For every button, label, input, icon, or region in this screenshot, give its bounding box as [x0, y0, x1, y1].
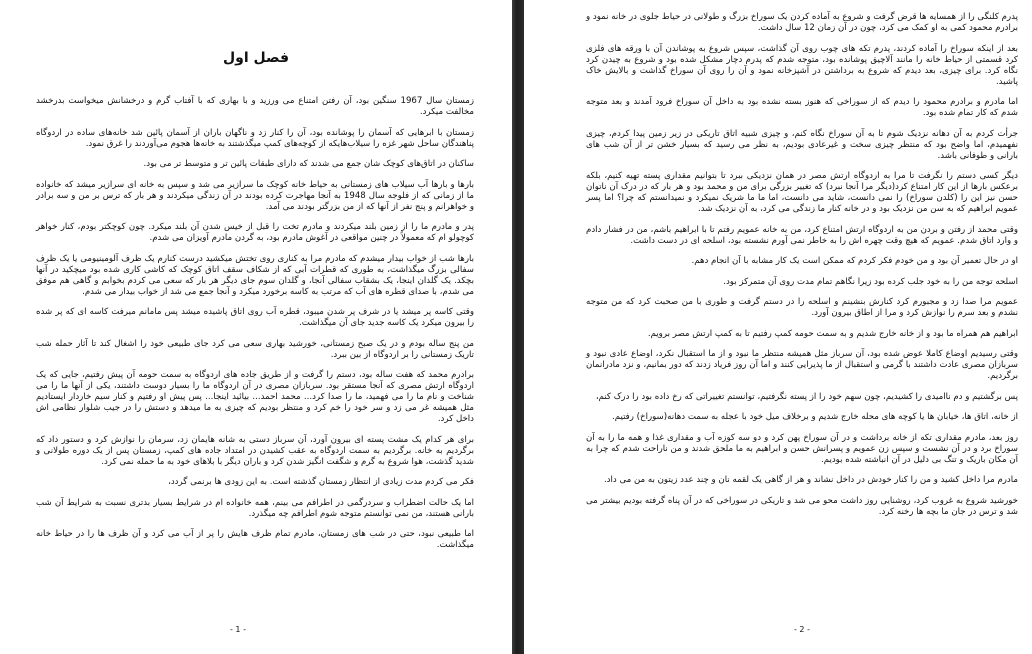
paragraph: پدر و مادرم ما را از زمین بلند میکردند و مادرم تخت را قبل از خیس شدن آن بلند میکرد. چون کوچکتر بودم، کنار خواهر کوچولو ام که معمولاً در چنین مواقعی در آغوش مادرم بود، به گردن مادرم آویزان می شدم. [36, 222, 474, 243]
paragraph: زمستان با ابرهایی که آسمان را پوشانده بود، آن را کنار زد و ناگهان باران از آسمان پائین شد خانه‌های ساده در اردوگاه پناهندگان ساحل شهر غزه را سیلاب‌هایکه از کوچه‌های کمپ میگذشتند به خانه‌ها هجوم می‌آوردند را غرق نمود. [36, 127, 474, 149]
paragraph: خورشید شروع به غروب کرد، روشنایی روز داشت محو می شد و تاریکی در سوراخی که در آن پناه گرفته بودیم بیشتر می شد و ترس در جان ما بچه ها رخنه کرد. [586, 495, 1018, 517]
paragraph: اما طبیعی نبود، حتی در شب های زمستان، مادرم تمام ظرف هایش را پر از آب می کرد و آن ظرف ها را در حیاط خانه میگذاشت. [36, 529, 474, 550]
paragraph: اما مادرم و برادرم محمود را دیدم که از سوراخی که هنوز بسته نشده بود به داخل آن سوراخ فرود آمدند و بعد متوجه شدم که کار تمام شده بود. [586, 97, 1018, 118]
paragraph: او در حال تعمیر آن بود و من خودم فکر کردم که ممکن است یک کار مشابه با آن انجام دهم. [691, 256, 1018, 266]
page-number: - 2 - [794, 625, 810, 634]
paragraph: من پنج ساله بودم و در یک صبح زمستانی، خورشید بهاری سعی می کرد جای طبیعی خود را اشغال کند تا آثار حمله شب تاریک زمستانی را بر اردوگاه از بین ببرد. [36, 338, 474, 360]
page-right-body [586, 12, 1018, 527]
paragraph: بعد از اینکه سوراخ را آماده کردند، پدرم تکه های چوب روی آن گذاشت، سپس شروع به پوشاندن آن با ورقه های فلزی کرد قسمتی از حیاط خانه را مانند آلاچیق پوشانده بود، متوجه شدم که پدرم دچار مشکل شده بود و شروع به چیدن کرد نگاه کرد. برای چیزی، بعد دیدم که شروع به برداشتن در آشپزخانه نمود و آن را روی آن سوراخ گذاشت و بالایش خاک پاشید. [586, 43, 1018, 87]
paragraph: دیگر کسی دستم را نگرفت تا مرا به اردوگاه ارتش مصر در همان نزدیکی ببرد تا بتوانیم مقداری پسته تهیه کنیم، بلکه برعکس بارها از این کار امتناع کرد(دیگر مرا آنجا نبرد) که تغییر بزرگی برای من و محمد بود و هر بار که در درک آن ناتوان حسن نیز این را (کلدن سوراخ) را نمی دانست، شاید می دانست، اما ما ما شریک نمیکرد و نمیدانستم که چرا؟ اما پسر عمویم ابراهیم که به سن من نزدیک بود و در خانه کنار ما زندگی می کرد، به آن نزدیک شد. [586, 171, 1018, 214]
page-right [524, 0, 1032, 654]
paragraph: از خانه، اتاق ها، خیابان ها یا کوچه های محله خارج شدیم و برخلاف میل خود با عجله به سمت دهانه(سوراخ) رفتیم. [612, 412, 1018, 422]
paragraph: اما یک حالت اضطراب و سردرگمی در اطرافم می بینم، همه خانواده ام در شرایط بسیار بدتری نسبت به شرایط آن شب بارانی هستند، من نمی توانستم متوجه شوم اطرافم چه میگذرد. [36, 497, 474, 519]
page-divider [512, 0, 524, 654]
paragraph: پس برگشتیم و دم ناامیدی را کشیدیم، چون سهم خود را از پسته نگرفتیم، توانستم تغییراتی که رخ داده بود را درک کنم، [595, 391, 1018, 402]
paragraph: ساکنان در اتاق‌های کوچک شان جمع می شدند که دارای طبقات پائین تر و متوسط تر می بود. [143, 159, 474, 169]
paragraph: زمستان سال 1967 سنگین بود، آن رفتن امتناع می ورزید و با بهاری که با آفتاب گرم و درخشانش میخواست بدرخشد مخالفت میکرد. [36, 96, 475, 117]
paragraph: برادرم محمد که هفت ساله بود، دستم را گرفت و از طریق جاده های اردوگاه به سمت حومه آن پیش رفتیم، جایی که یک اردوگاه ارتش مصری که آنجا مستقر بود. سربازان مصری در آن اردوگاه ما را بسیار دوست داشتند، یکی از آنها ما را می شناخت و نام ما را می فهمید، ما را صدا کرد... محمد احمد... بیائید اینجا... پس پیش او رفتیم و کنار سیم خاردار ایستادیم مثل همیشه غر می زد و سر خود را خم کرد و منتظر بودیم که چیزی به ما میدهد و دستش را در جیب شلوار نظامی اش داخل کرد. [36, 370, 474, 424]
paragraph: بارها و بارها آب سیلاب های زمستانی به حیاط خانه کوچک ما سرازیر می شد و سپس به خانه ای سرازیر میشد که خانواده ما از زمانی که از فلوجه سال 1948 به آنجا مهاجرت کرده بودند در آن زندگی میکردند و هر بار که ترس بر من و سه برادر و خواهرانم و پنج نفر از آنها که از من بزرگتر بودند می آمد. [36, 179, 475, 212]
page-number: - 1 - [230, 625, 246, 634]
paragraph: فکر می کردم مدت زیادی از انتظار زمستان گذشته است. به این زودی ها برنمی گردد، [168, 477, 474, 487]
paragraph: اسلحه توجه من را به خود جلب کرده بود زیرا نگاهم تمام مدت روی آن متمرکز بود. [723, 276, 1018, 287]
paragraph: جرأت کردم به آن دهانه نزدیک شوم تا به آن سوراخ نگاه کنم، و چیزی شبیه اتاق تاریکی در زیر زمین پیدا کردم، چیزی نفهمیدم، اما واضح بود که منتظر چیزی سخت و غیرعادی بودیم، به نظر می رسید که بسیار خشن تر از آن شب های بارانی و طوفانی باشد. [586, 128, 1018, 161]
paragraph: روز بعد، مادرم مقداری تکه از خانه برداشت و در آن سوراخ پهن کرد و دو سه کوزه آب و مقداری غذا و همه ما را به آن سوراخ برد و در آن نشست و سپس زن عمویم و پسرانش حسن و ابراهیم به ما ملحق شدند و من ناراحت شدم که چرا به آن مکان باریک و تنگ بی دلیل در آن انباشته شده بودیم. [586, 432, 1018, 465]
paragraph: برای هر کدام یک مشت پسته ای بیرون آورد، آن سرباز دستی به شانه هایمان زد، سرمان را نوازش کرد و دستور داد که برگردیم به خانه. برگردیم به سمت اردوگاه به عقب کشیدن در امتداد جاده های کمپ، زمستان پس از یک دوره طولانی و شدید گذشت، هوا شروع به گرم و شگفت انگیز شدن کرد و باران دیگر با بلاهای خود به ما حمله نمی کرد. [36, 434, 474, 467]
paragraph: عمویم مرا صدا زد و مجبورم کرد کنارش بنشینم و اسلحه را در دستم گرفت و طوری با من صحبت کرد که من متوجه نشدم و بعد سرم را نوازش کرد و مرا از اطاق بیرون آورد. [586, 297, 1018, 318]
paragraph: وقتی محمد از رفتن و بردن من به اردوگاه ارتش امتناع کرد، من به خانه عمویم رفتم تا با ابراهیم باشم، من در فشار دادم و وارد اتاق شدم. عمویم که هیچ وقت چهره اش را به خاطر نمی آورم نشسته بود، اسلحه ای در دست داشت. [586, 224, 1018, 246]
page-left [0, 0, 512, 654]
chapter-title: فصل اول [223, 50, 289, 66]
paragraph: وقتی رسیدیم اوضاع کاملا عوض شده بود، آن سرباز مثل همیشه منتظر ما نبود و از ما استقبال نکرد، اوضاع عادی نبود و سربازان مصری عادت داشتند با گرمی و استقبال از ما پذیرایی کنند و اما آن روز فریاد زدند که دور بمانیم، و نزد مادرانمان برگردیم. [586, 349, 1018, 381]
paragraph: ابراهیم هم همراه ما بود و از خانه خارج شدیم و به سمت حومه کمپ رفتیم تا به کمپ ارتش مصر برویم. [647, 328, 1018, 339]
page-left-body [36, 96, 474, 561]
paragraph: مادرم مرا داخل کشید و من را کنار خودش در داخل نشاند و هر از گاهی یک لقمه نان و چند عدد زیتون به من می داد. [603, 475, 1018, 485]
paragraph: وقتی کاسه پر میشد یا در شرف پر شدن میبود، قطره آب روی اتاق پاشیده میشد پس مامانم میرفت کاسه ای که پر شده را بیرون میکرد یک کاسه جدید جای آن میگذاشت. [36, 307, 474, 328]
paragraph: بارها شب از خواب بیدار میشدم که مادرم مرا به کناری روی تختش میکشید درست کنارم یک ظرف آلومینیومی یا یک ظرف سفالی بزرگ میگذاشت، به طوری که قطرات آبی که از شکاف سقف اتاق کوچک که کاشی کاری شده بود میچکید در آنها بچکد. یک گلدان اینجا، یک بشقاب سفالی آنجا، و گلدان سوم جای دیگر هر بار که سعی می کردم بخوابم و گاهی هم موفق می شدم، با صدای قطره های آب که مرتب به کاسه برخورد میکرد و آنجا جمع می شد از خواب بیدار می شدم. [36, 253, 474, 297]
paragraph: پدرم کلنگی را از همسایه ها قرض گرفت و شروع به آماده کردن یک سوراخ بزرگ و طولانی در حیاط جلوی در خانه نمود و برادرم محمود کمی به او کمک می کرد، چون در آن زمان 12 سال داشت. [586, 12, 1018, 33]
